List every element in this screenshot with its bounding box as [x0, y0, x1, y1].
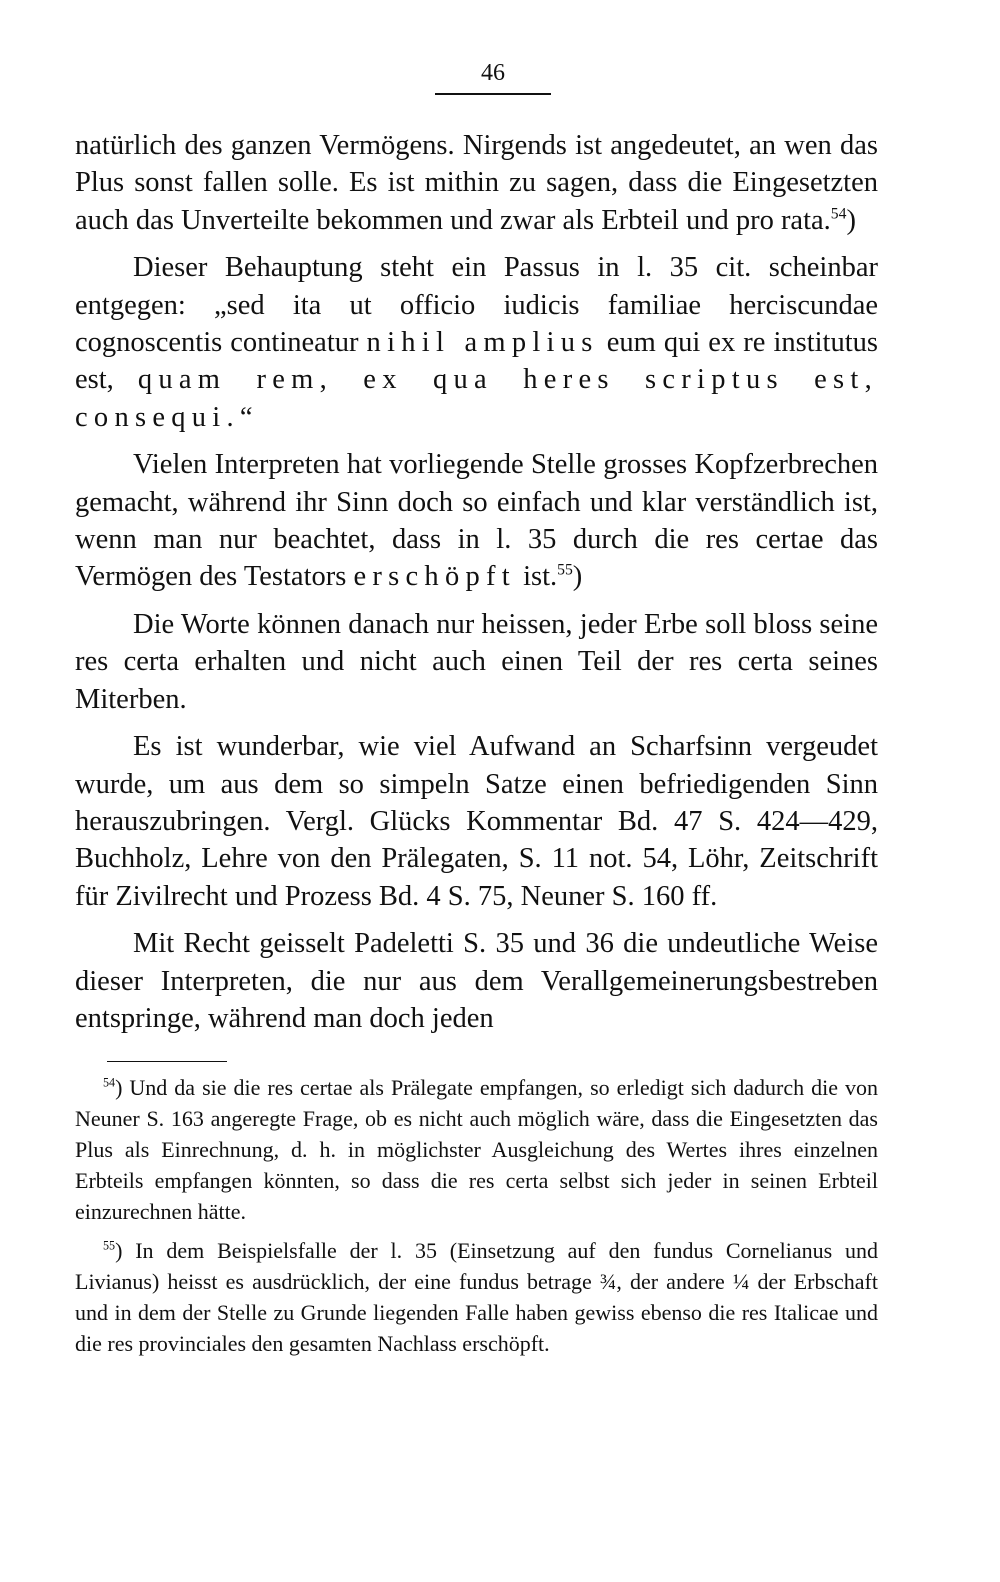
- text-segment: eum qui ex re institutus est,: [75, 327, 878, 396]
- footnote: [75, 1072, 878, 1227]
- page-number: 46: [435, 58, 551, 95]
- paragraph: [75, 127, 878, 239]
- emphasized-text: nihil amplius: [366, 327, 599, 359]
- text-segment: Mit Recht geisselt Padeletti S. 35 und 36 die undeutliche Weise dieser Interpreten, die nur aus dem Verallgemeinerungsbestreben entspringe, während man doch jeden: [75, 928, 878, 1034]
- emphasized-text: erschöpft: [353, 561, 516, 593]
- paragraph: [75, 728, 878, 915]
- footnote-reference: 54: [830, 205, 847, 223]
- paragraph: [75, 606, 878, 718]
- footnote-separator: [107, 1061, 227, 1062]
- footnote: [75, 1235, 878, 1359]
- paragraph: [75, 446, 878, 596]
- text-segment: Die Worte können danach nur heissen, jeder Erbe soll bloss seine res certa erhalten und nicht auch einen Teil der res certa seines Miterben.: [75, 608, 878, 715]
- paragraph: [75, 249, 878, 436]
- footnote-text: ) In dem Beispielsfalle der l. 35 (Einsetzung auf den fundus Cornelianus und Livianus) heisst es ausdrücklich, der eine fundus betrage ¾, der andere ¼ der Erbschaft und in dem der Stelle zu Grunde liegenden Falle haben gewiss ebenso die res Italicae und die res provinciales den gesamten Nachlass erschöpft.: [75, 1238, 878, 1357]
- footnotes: [75, 1072, 878, 1359]
- emphasized-text: quam rem, ex qua heres scriptus est, consequi.: [75, 364, 878, 433]
- text-segment: natürlich des ganzen Vermögens. Nirgends ist angedeutet, an wen das Plus sonst fallen solle. Es ist mithin zu sagen, dass die Eingesetzten auch das Unverteilte bekommen und zwar als Erbteil und pro rata.: [75, 130, 878, 236]
- text-segment: Vielen Interpreten hat vorliegende Stelle grosses Kopfzerbrechen gemacht, während ihr Sinn doch so einfach und klar verständlich ist, wenn man nur beachtet, dass in l. 35 durch die res certae das Vermögen des Testators: [75, 449, 878, 593]
- text-segment: Es ist wunderbar, wie viel Aufwand an Scharfsinn vergeudet wurde, um aus dem so simpeln Satze einen befriedigenden Sinn herauszubringen. Vergl. Glücks Kommentar Bd. 47 S. 424—429, Buchholz, Lehre von den Prälegaten, S. 11 not. 54, Löhr, Zeitschrift für Zivilrecht und Prozess Bd. 4 S. 75, Neuner S. 160 ff.: [75, 731, 878, 912]
- footnote-text: ) Und da sie die res certae als Prälegate empfangen, so erledigt sich dadurch die von Neuner S. 163 angeregte Frage, ob es nicht auch möglich wäre, dass die Eingesetzten das Plus als Einrechnung, d. h. in möglichster Ausgleichung des Wertes ihres einzelnen Erbteils empfangen könnten, so dass die res certa selbst sich jeder in seinen Erbteil einzurechnen hätte.: [75, 1075, 878, 1225]
- paragraph: [75, 925, 878, 1037]
- footnote-mark: 54: [103, 1076, 116, 1091]
- text-segment: “: [239, 401, 253, 433]
- main-text: [75, 127, 878, 1037]
- text-segment: ): [846, 204, 856, 236]
- footnote-reference: 55: [557, 561, 573, 579]
- page-number-container: [75, 58, 878, 95]
- footnote-mark: 55: [103, 1239, 116, 1254]
- text-segment: Dieser Behauptung steht ein Passus in l. 35 cit. scheinbar entgegen: „sed ita ut officio iudicis familiae herciscundae cognoscentis contineatur: [75, 252, 878, 359]
- text-segment: ): [572, 561, 583, 593]
- text-segment: ist.: [515, 561, 558, 593]
